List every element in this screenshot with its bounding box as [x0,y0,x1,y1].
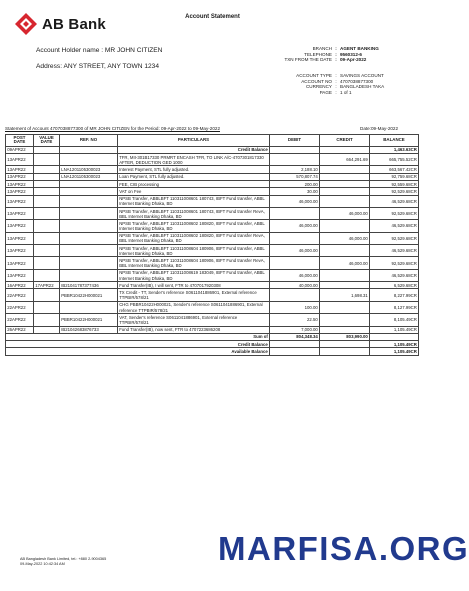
branch_info-colon: : [335,51,337,57]
cell-value-date [34,181,60,188]
account_info-label: PAGE [319,89,332,95]
cell-credit [320,166,370,173]
cell-balance: 8,105.49CR [370,314,419,326]
cell-post-date: 26APR22 [6,326,34,333]
account_info-value: SAVINGS ACCOUNT [340,73,384,78]
table-row [6,220,419,232]
table-row [6,326,419,333]
column-header-credit: CREDIT [320,135,370,147]
cell-post-date: 16APR22 [6,282,34,289]
footer [20,557,106,567]
cell-post-date: 09APR22 [6,146,34,153]
cell-post-date: 22APR22 [6,301,34,313]
cell-value-date [34,188,60,195]
column-header-particulars: PARTICULARS [118,135,270,147]
branch_info-colon: : [335,57,337,63]
account-info [262,73,384,95]
cell-post-date: 13APR22 [6,188,34,195]
cell-credit [320,146,370,153]
credit-balance-row-label: Credit Balance [6,341,270,348]
cell-balance: 46,529.68CR [370,220,419,232]
table-row [6,146,419,153]
table-row [6,257,419,269]
table-row [6,166,419,173]
cell-particulars: NPSB Transfer, ABBLBFT 110311008604 180906, IBFT Fund transfer, ABBL Internet Banking Dhaka, BD [118,245,270,257]
account_info-value: 1 of 1 [340,89,352,95]
credit-balance-row [6,341,419,348]
cell-balance: 92,529.68CR [370,257,419,269]
branch_info-label: TXN FROM THE DATE [284,57,332,63]
table-row [6,289,419,301]
cell-particulars: VAT, Sender's reference S0611041886901, External reference TTPBIR/578/21 [118,314,270,326]
cell-debit: 100.00 [270,301,320,313]
cell-balance: 92,529.68CR [370,207,419,219]
cell-particulars: NPSB Transfer, ABBLBFT 110311008604 180906, IBFT Fund transfer RevA, BBL Internet Banking Dhaka, BD [118,257,270,269]
cell-post-date: 13APR22 [6,220,34,232]
credit-balance-row-debit [270,341,320,348]
cell-value-date: 17APR22 [34,282,60,289]
available-balance-row-debit [270,348,320,355]
account_info-row [262,90,384,96]
cell-ref-no [60,245,118,257]
cell-debit: 46,000.00 [270,195,320,207]
cell-particulars: FEE, CIB processing [118,181,270,188]
cell-particulars: TFR, MII-301B17330 PRMRT ENCASH TFR, TO LINK A/C-4707301817330 AFTER, DEDUCTION GED 1000 [118,154,270,166]
branch_info-colon: : [335,46,337,51]
branch-info [262,46,379,63]
cell-particulars: Fund Transfer(IB), now sent, FTR to 4707223686208 [118,326,270,333]
cell-credit [320,220,370,232]
cell-credit [320,326,370,333]
sum-row-balance [370,333,419,340]
table-row [6,269,419,281]
column-header-ref-no: REF. NO [60,135,118,147]
cell-debit: 46,000.00 [270,269,320,281]
available-balance-row-label: Available Balance [6,348,270,355]
cell-ref-no: LNA1201105300023 [60,173,118,180]
cell-balance: 92,759.68CR [370,173,419,180]
cell-debit: 2,188.10 [270,166,320,173]
column-header-value-date: VALUE DATE [34,135,60,147]
cell-debit [270,289,320,301]
account_info-colon: : [335,73,337,78]
cell-debit: 40,000.00 [270,282,320,289]
cell-credit [320,269,370,281]
cell-debit [270,232,320,244]
cell-post-date: 13APR22 [6,232,34,244]
available-balance-row-credit [320,348,370,355]
credit-balance-row-balance: 1,105.49CR [370,341,419,348]
cell-credit [320,173,370,180]
cell-ref-no [60,232,118,244]
cell-particulars: Credit Balance [118,146,270,153]
cell-ref-no: PBBR10422H000021 [60,289,118,301]
cell-debit: 46,000.00 [270,245,320,257]
cell-value-date [34,220,60,232]
cell-ref-no: PBBR10422H000021 [60,314,118,326]
table-header [6,135,419,147]
cell-value-date [34,269,60,281]
cell-post-date: 13APR22 [6,245,34,257]
cell-ref-no [60,301,118,313]
cell-post-date: 13APR22 [6,181,34,188]
cell-credit [320,195,370,207]
account_info-value: 4707038877300 [340,78,374,84]
account_info-label: ACCOUNT NO [301,78,332,84]
account_info-colon: : [335,89,337,95]
cell-value-date [34,195,60,207]
document-title: Account Statement [185,14,240,20]
cell-credit: 46,000.00 [320,257,370,269]
footer-bank-contact: AB Bangladesh Bank Limited, tel.: +880 2-9004365 [20,557,107,561]
cell-credit: 46,000.00 [320,232,370,244]
cell-balance: 8,227.99CR [370,289,419,301]
cell-ref-no [60,195,118,207]
cell-credit [320,188,370,195]
table-body [6,146,419,355]
cell-value-date [34,146,60,153]
cell-value-date [34,207,60,219]
transactions-table [5,134,419,356]
cell-ref-no: IB21041787377436 [60,282,118,289]
cell-ref-no [60,220,118,232]
statement-date: Date:09-May-2022 [360,126,399,131]
cell-ref-no [60,257,118,269]
cell-value-date [34,314,60,326]
cell-post-date: 13APR22 [6,166,34,173]
cell-post-date: 13APR22 [6,269,34,281]
cell-debit: 200.00 [270,181,320,188]
cell-value-date [34,232,60,244]
column-header-balance: BALANCE [370,135,419,147]
account_info-label: ACCOUNT TYPE [296,73,332,78]
cell-balance: 46,529.68CR [370,195,419,207]
cell-post-date: 13APR22 [6,154,34,166]
table-row [6,282,419,289]
account-address: Address: ANY STREET, ANY TOWN 1234 [36,63,160,70]
cell-debit: 7,000.00 [270,326,320,333]
cell-debit [270,207,320,219]
table-row [6,173,419,180]
cell-particulars: NPSB Transfer, ABBLBFT 110311008602 180820, IBFT Fund transfer, ABBL Internet Banking Dhaka, BD [118,220,270,232]
cell-particulars: Loan Payment, STL fully adjusted. [118,173,270,180]
cell-debit: 22.50 [270,314,320,326]
cell-debit [270,154,320,166]
cell-ref-no: LNA1201105300023 [60,166,118,173]
cell-post-date: 13APR22 [6,207,34,219]
cell-balance: 92,529.68CR [370,232,419,244]
available-balance-row-balance: 1,105.49CR [370,348,419,355]
column-header-post-date: POST DATE [6,135,34,147]
branch_info-label: TELEPHONE [304,51,332,57]
cell-credit [320,245,370,257]
cell-balance: 92,529.68CR [370,188,419,195]
cell-credit [320,314,370,326]
cell-ref-no [60,269,118,281]
cell-particulars: NPSB Transfer, ABBLBFT 110311008602 180820, IBFT Fund transfer RevA, BBL Internet Banking Dhaka, BD [118,232,270,244]
table-row [6,301,419,313]
cell-particulars: NPSB Transfer, ABBLBFT 110311008619 183049, IBFT Fund transfer, ABBL Internet Banking Dhaka, BD [118,269,270,281]
table-row [6,232,419,244]
column-header-debit: DEBIT [270,135,320,147]
cell-balance: 46,529.68CR [370,269,419,281]
sum-row-debit: 804,348.34 [270,333,320,340]
branch_info-row [262,57,379,63]
cell-credit: 46,000.00 [320,207,370,219]
table-row [6,154,419,166]
cell-post-date: 13APR22 [6,195,34,207]
cell-balance: 8,127.99CR [370,301,419,313]
cell-credit [320,301,370,313]
account_info-colon: : [335,84,337,90]
cell-value-date [34,166,60,173]
cell-ref-no [60,154,118,166]
cell-balance: 46,529.68CR [370,245,419,257]
branch_info-label: BRANCH [312,46,332,51]
branch_info-value: AGENT BANKING [340,46,379,51]
table-row [6,245,419,257]
cell-ref-no: IB21042683876733 [60,326,118,333]
cell-post-date: 22APR22 [6,314,34,326]
cell-particulars: NPSB Transfer, ABBLBFT 110311008601 180743, IBFT Fund transfer RevA, BBL Internet Banking Dhaka, BD [118,207,270,219]
table-row [6,195,419,207]
cell-balance: 6,529.68CR [370,282,419,289]
available-balance-row [6,348,419,355]
footer-timestamp: 09-May-2022 10:42:34 AM [20,561,65,566]
cell-particulars: Interest Payment, STL fully adjusted. [118,166,270,173]
cell-ref-no [60,207,118,219]
cell-debit [270,257,320,269]
bank-name: AB Bank [42,15,106,33]
account_info-label: CURRENCY [305,84,332,90]
cell-balance: 1,463.63CR [370,146,419,153]
cell-post-date: 13APR22 [6,257,34,269]
watermark: MARFISA.ORG [218,530,469,567]
cell-debit: 570,807.74 [270,173,320,180]
cell-credit: 1,698.31 [320,289,370,301]
cell-ref-no [60,146,118,153]
cell-balance: 665,755.52CR [370,154,419,166]
account_info-value: BANGLADESH TAKA [340,84,385,90]
cell-particulars: Fund Transfer(IB), I will sent, FTR to 4707017920308 [118,282,270,289]
cell-debit: 30.00 [270,188,320,195]
cell-particulars: TX Credit - TT, Sender's reference S0611041886901, External reference TTPBIR/578/21 [118,289,270,301]
table-row [6,207,419,219]
sum-row-label: Sum of [6,333,270,340]
branch_info-value: 09-Apr-2022 [340,57,367,63]
sum-row [6,333,419,340]
cell-ref-no [60,181,118,188]
cell-credit: 664,291.69 [320,154,370,166]
sum-row-credit: 803,990.00 [320,333,370,340]
cell-value-date [34,173,60,180]
branch_info-value: 9560312-6 [340,51,362,57]
cell-particulars: CHG PBBR10422H000021, Sender's reference S0611041886901, External reference TTPBIR/578/21 [118,301,270,313]
cell-balance: 1,105.49CR [370,326,419,333]
cell-balance: 663,567.42CR [370,166,419,173]
statement-period: Statement of Account 4707038877300 of MR JOHN CITIZEN for the Period: 09-Apr-2022 to 09-May-2022 [5,126,220,131]
cell-post-date: 13APR22 [6,173,34,180]
cell-ref-no [60,188,118,195]
cell-value-date [34,289,60,301]
cell-credit [320,282,370,289]
account_info-colon: : [335,78,337,84]
cell-value-date [34,326,60,333]
table-row [6,181,419,188]
cell-value-date [34,257,60,269]
table-row [6,314,419,326]
cell-particulars: NPSB Transfer, ABBLBFT 110311008601 180743, IBFT Fund transfer, ABBL Internet Banking Dhaka, BD [118,195,270,207]
cell-value-date [34,245,60,257]
cell-credit [320,181,370,188]
table-row [6,188,419,195]
cell-particulars: VAT on Fee [118,188,270,195]
credit-balance-row-credit [320,341,370,348]
cell-debit: 46,000.00 [270,220,320,232]
cell-post-date: 22APR22 [6,289,34,301]
cell-value-date [34,301,60,313]
cell-value-date [34,154,60,166]
cell-balance: 92,559.68CR [370,181,419,188]
account-holder: Account Holder name : MR JOHN CITIZEN [36,47,163,54]
cell-debit [270,146,320,153]
